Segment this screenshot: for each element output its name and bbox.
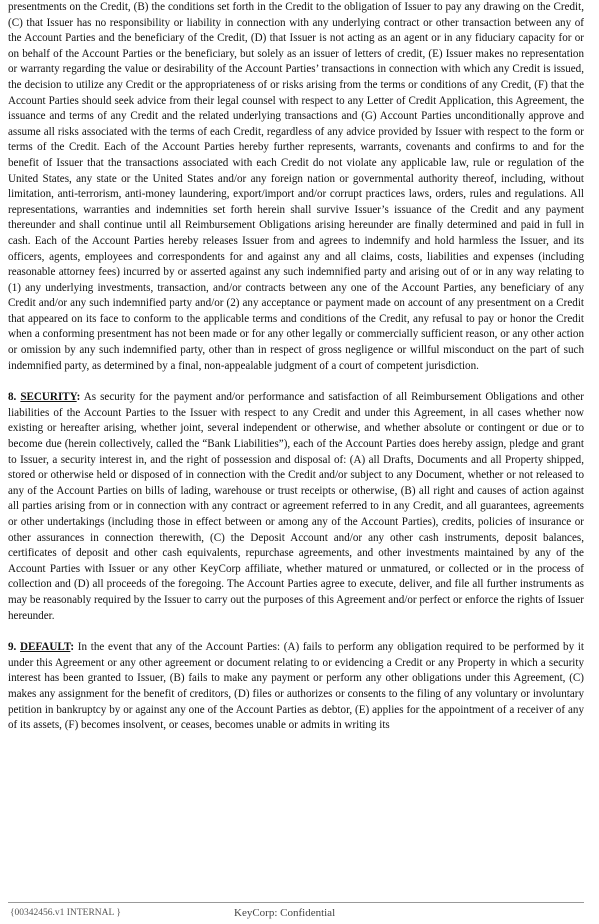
document-page: [8, 0, 584, 734]
security-colon: :: [76, 391, 81, 404]
default-number: 9.: [8, 641, 17, 654]
security-body: As security for the payment and/or performance and satisfaction of all Reimbursement Obligations and other liabilities of the Account Parties to the Issuer with respect to any Credit and under this Agreement, in all cases whether now existing or hereafter arising, whether joint, several independent or otherwise, and whether absolute or contingent or due or to become due (herein collectively, called the “Bank Liabilities”), each of the Account Parties does hereby assign, pledge and grant to Issuer, a security interest in, and the right of possession and disposal of: (A) all Drafts, Documents and all Property shipped, stored or otherwise held or disposed of in connection with the Credit and/or subject to any Document, whether or not released to any of the Account Parties on bills of lading, warehouse or trust receipts or otherwise, (B) all right and causes of action against all parties arising from or in connection with any contract or agreement referred to in any Credit, and all guarantees, agreements or other undertakings (including those in effect between or among any of the Account Parties), credits, policies of insurance or other assurances in connection therewith, (C) the Deposit Account and/or any other cash instruments, deposit balances, certificates of deposit and other cash equivalents, repurchase agreements, and other investments maintained by any of the Account Parties with Issuer or any other KeyCorp affiliate, whether matured or unmatured, or collected or in the process of collection and (D) all proceeds of the foregoing. The Account Parties agree to execute, deliver, and file all further instruments as may be reasonably required by the Issuer to carry out the purposes of this Agreement and/or perfect or enforce the rights of Issuer hereunder.: [8, 391, 584, 622]
default-body: In the event that any of the Account Parties: (A) fails to perform any obligation required to be performed by it under this Agreement or any other agreement or document relating to or evidencing a Credit or any Property in which a security interest has been granted to Issuer, (B) fails to make any payment or perform any other obligations under this Agreement, (C) makes any assignment for the benefit of creditors, (D) files or authorizes or consents to the filing of any voluntary or involuntary petition in bankruptcy by or against any one of the Account Parties as debtor, (E) applies for the appointment of a receiver of any of its assets, (F) becomes insolvent, or ceases, becomes unable or admits in writing its: [8, 641, 584, 732]
paragraph-spacer: [8, 624, 584, 640]
default-title: DEFAULT: [20, 641, 71, 654]
default-heading: [8, 641, 74, 653]
confidentiality-label: KeyCorp: Confidential: [234, 907, 336, 919]
security-title: SECURITY: [20, 391, 77, 404]
security-number: 8.: [8, 391, 17, 404]
default-colon: :: [70, 641, 75, 654]
paragraph-spacer: [8, 374, 584, 390]
continuation-paragraph: presentments on the Credit, (B) the conditions set forth in the Credit to the obligation of Issuer to pay any drawing on the Credit, (C) that Issuer has no responsibility or liability in connection with any underlying contract or other transaction between any of the Account Parties and the beneficiary of the Credit, (D) that Issuer is not acting as an agent or in any fiduciary capacity for or on behalf of the Account Parties or the beneficiary, but solely as an issuer of letters of credit, (E) Issuer makes no representation or warranty regarding the value or desirability of the Account Parties’ transactions in connection with which any Credit is issued, the decision to utilize any Credit or the appropriateness of or risks arising from the terms or conditions of any Credit, (F) that the Account Parties should seek advice from their legal counsel with respect to any Letter of Credit Application, this Agreement, the issuance and terms of any Credit and the related underlying transactions and (G) Account Parties unconditionally approve and assume all risks associated with the terms of each Credit, regardless of any advice provided by Issuer with respect to the form or terms of the Credit. Each of the Account Parties hereby further represents, warrants, covenants and confirms to and for the benefit of Issuer that the transactions associated with each Credit do not violate any applicable law, rule or regulation of the United States, any state or the United States and/or any foreign nation or governmental authority thereof, including, without limitation, anti-terrorism, anti-money laundering, export/import and/or corrupt practices laws, orders, rules and regulations. All representations, warranties and indemnities set forth herein shall survive Issuer’s issuance of the Credit and any payment thereunder and shall continue until all Reimbursement Obligations arising hereunder are finally determined and paid in full in cash. Each of the Account Parties hereby releases Issuer from and agrees to indemnify and hold harmless the Issuer, and its officers, agents, employees and correspondents for and against any and all claims, costs, liabilities and expenses (including reasonable attorney fees) incurred by or asserted against any such indemnified party and arising out of or in any way relating to (1) any underlying investments, transaction, and/or contracts between any one of the Account Parties, any beneficiary of any Credit and/or any such indemnified party and/or (2) any acceptance or payment made on account of any presentment on a Credit that appeared on its face to conform to the applicable terms and conditions of the Credit, any refusal to pay or honor the Credit when a conforming presentment has not been made or for any other legally or commercially sufficient reason, or any other action or omission by any such indemnified party, other than in respect of gross negligence or willful misconduct on the part of such indemnified party, as determined by a final, non-appealable judgment of a court of competent jurisdiction.: [8, 1, 584, 372]
document-code: {00342456.v1 INTERNAL }: [10, 908, 121, 918]
default-section: [8, 640, 584, 734]
page-footer: [8, 902, 584, 919]
security-heading: [8, 391, 80, 403]
security-section: [8, 390, 584, 624]
